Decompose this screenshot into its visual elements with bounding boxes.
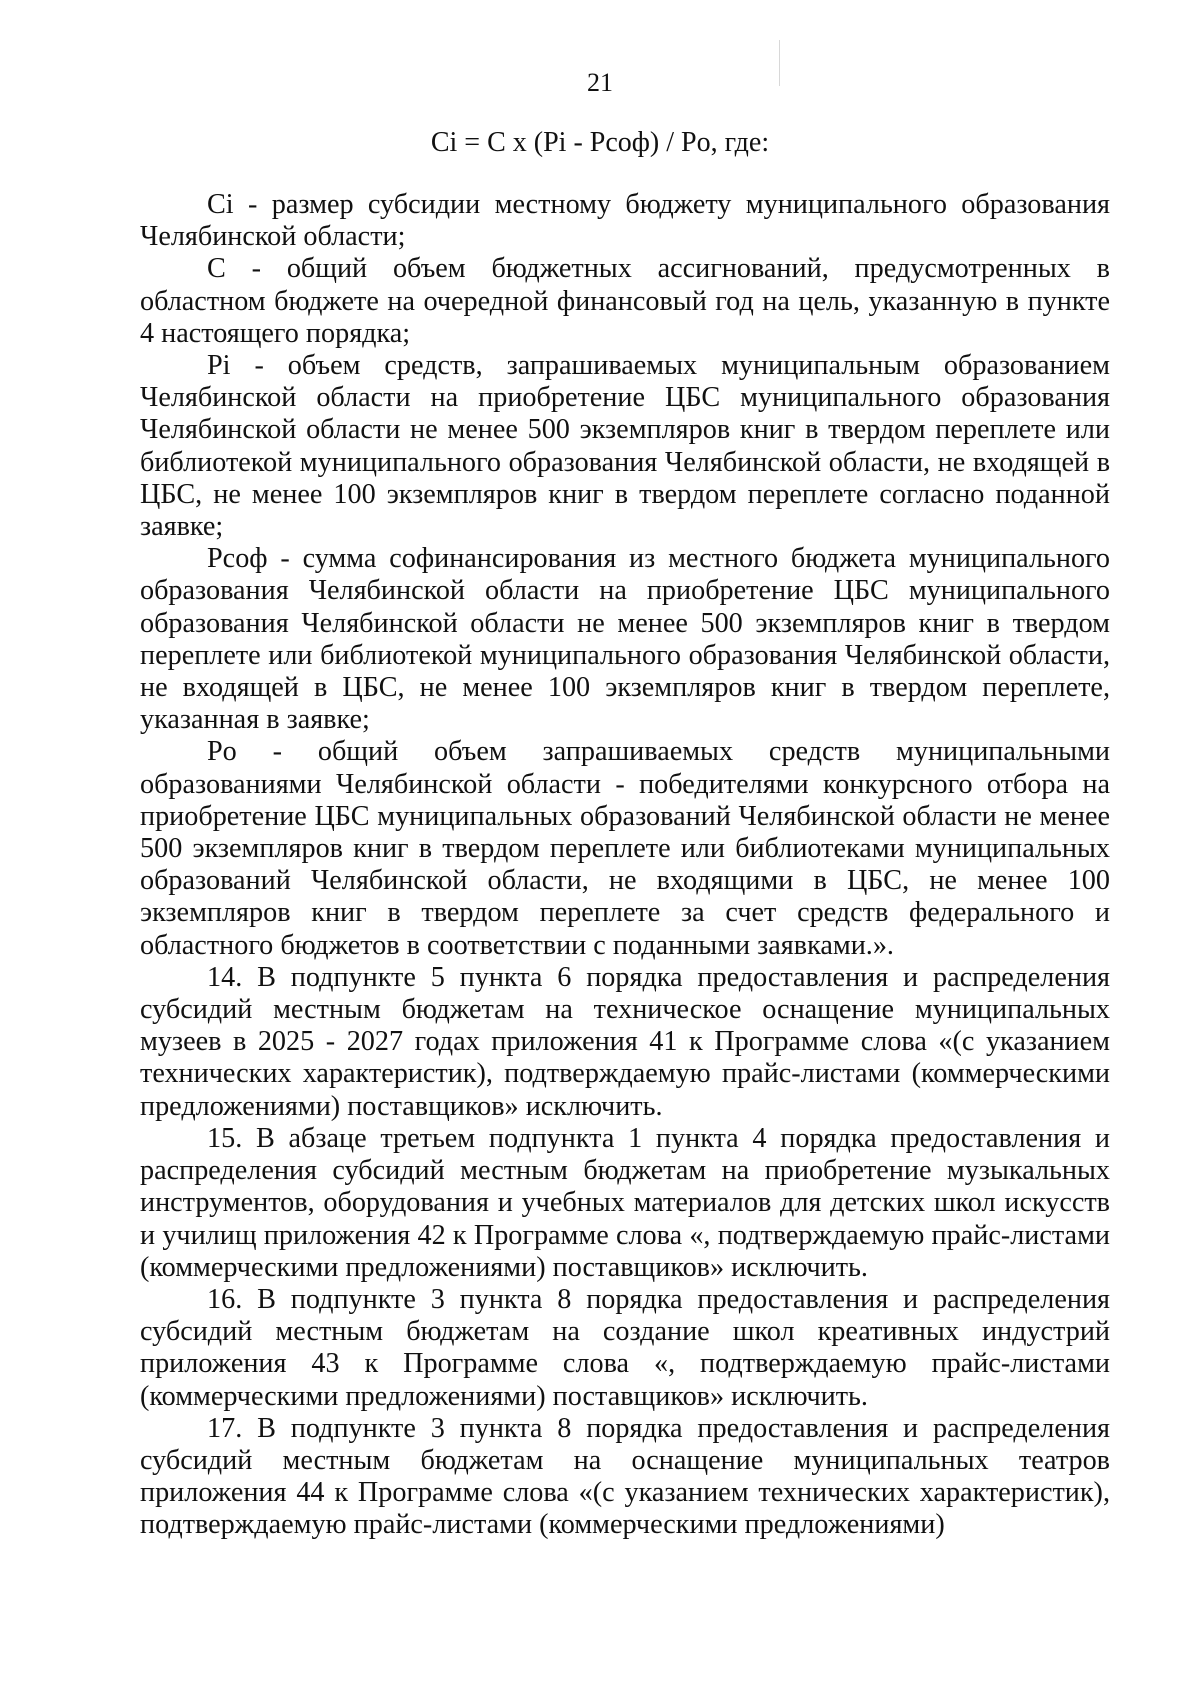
definition-c: C - общий объем бюджетных ассигнований, предусмотренных в областном бюджете на очередной финансовый год на цель, указанную в пункте 4 настоящего порядка;: [140, 253, 1110, 349]
amendment-item-16: 16. В подпункте 3 пункта 8 порядка предоставления и распределения субсидий местным бюджетам на создание школ креативных индустрий приложения 43 к Программе слова «, подтверждаемую прайс-листами (коммерческими предложениями) поставщиков» исключить.: [140, 1283, 1110, 1412]
document-body: [140, 189, 1110, 1542]
subsidy-formula: Ci = C x (Pi - Pсоф) / Po, где:: [430, 127, 770, 158]
definition-ci: Ci - размер субсидии местному бюджету муниципального образования Челябинской области;: [140, 189, 1110, 253]
amendment-item-14: 14. В подпункте 5 пункта 6 порядка предоставления и распределения субсидий местным бюджетам на техническое оснащение муниципальных музеев в 2025 - 2027 годах приложения 41 к Программе слова «(с указанием технических характеристик), подтверждаемую прайс-листами (коммерческими предложениями) поставщиков» исключить.: [140, 961, 1110, 1122]
definition-po: Po - общий объем запрашиваемых средств муниципальными образованиями Челябинской области - победителями конкурсного отбора на приобретение ЦБС муниципальных образований Челябинской области не менее 500 экземпляров книг в твердом переплете или библиотеками муниципальных образований Челябинской области, не входящими в ЦБС, не менее 100 экземпляров книг в твердом переплете за счет средств федерального и областного бюджетов в соответствии с поданными заявками.».: [140, 736, 1110, 961]
amendment-item-15: 15. В абзаце третьем подпункта 1 пункта 4 порядка предоставления и распределения субсидий местным бюджетам на приобретение музыкальных инструментов, оборудования и учебных материалов для детских школ искусств и училищ приложения 42 к Программе слова «, подтверждаемую прайс-листами (коммерческими предложениями) поставщиков» исключить.: [140, 1122, 1110, 1283]
amendment-item-17: 17. В подпункте 3 пункта 8 порядка предоставления и распределения субсидий местным бюджетам на оснащение муниципальных театров приложения 44 к Программе слова «(с указанием технических характеристик), подтверждаемую прайс-листами (коммерческими предложениями): [140, 1412, 1110, 1541]
definition-pi: Pi - объем средств, запрашиваемых муниципальным образованием Челябинской области на приобретение ЦБС муниципального образования Челябинской области не менее 500 экземпляров книг в твердом переплете или библиотекой муниципального образования Челябинской области, не входящей в ЦБС, не менее 100 экземпляров книг в твердом переплете согласно поданной заявке;: [140, 350, 1110, 543]
definition-psof: Pсоф - сумма софинансирования из местного бюджета муниципального образования Челябинской области на приобретение ЦБС муниципального образования Челябинской области не менее 500 экземпляров книг в твердом переплете или библиотекой муниципального образования Челябинской области, не входящей в ЦБС, не менее 100 экземпляров книг в твердом переплете, указанная в заявке;: [140, 543, 1110, 736]
page-number: 21: [587, 68, 613, 97]
